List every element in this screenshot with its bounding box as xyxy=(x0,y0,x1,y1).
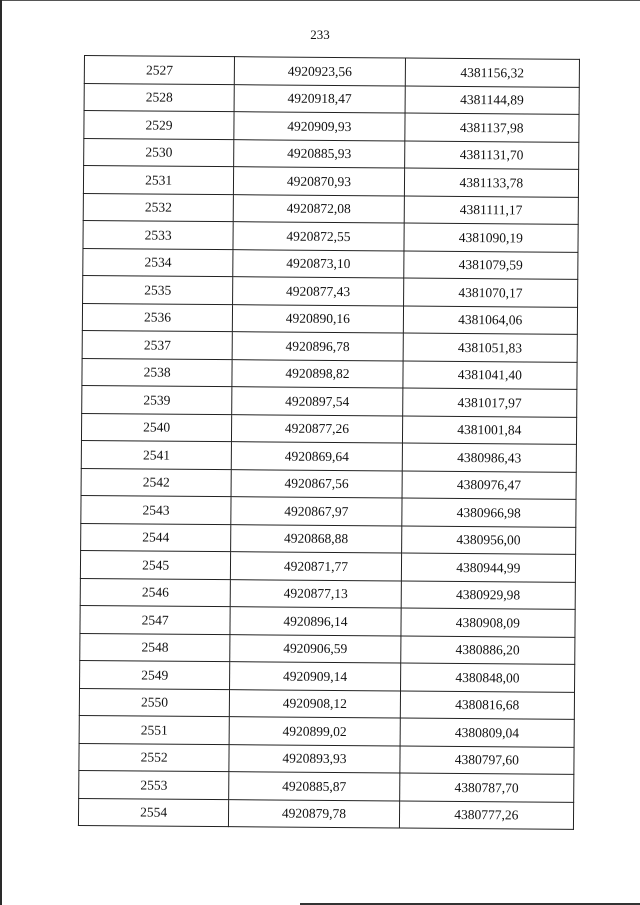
point-number-cell: 2554 xyxy=(78,798,228,827)
x-coordinate-cell: 4920896,78 xyxy=(232,332,403,361)
table-row xyxy=(84,83,579,114)
x-coordinate-cell: 4920867,56 xyxy=(231,469,402,498)
x-coordinate-cell: 4920872,08 xyxy=(233,194,404,223)
y-coordinate-cell: 4381051,83 xyxy=(403,333,578,362)
table-row xyxy=(81,413,576,444)
point-number-cell: 2545 xyxy=(80,550,230,579)
y-coordinate-cell: 4380848,00 xyxy=(400,663,575,692)
y-coordinate-cell: 4380986,43 xyxy=(402,443,577,472)
table-row xyxy=(84,56,579,87)
x-coordinate-cell: 4920867,97 xyxy=(231,497,402,526)
point-number-cell: 2547 xyxy=(80,605,230,634)
y-coordinate-cell: 4381137,98 xyxy=(404,113,579,142)
x-coordinate-cell: 4920877,43 xyxy=(233,277,404,306)
table-row xyxy=(82,330,577,361)
point-number-cell: 2539 xyxy=(82,385,232,414)
table-row xyxy=(83,166,578,197)
x-coordinate-cell: 4920885,93 xyxy=(234,139,405,168)
table-row xyxy=(80,633,575,664)
y-coordinate-cell: 4381017,97 xyxy=(402,388,577,417)
y-coordinate-cell: 4380816,68 xyxy=(400,691,575,720)
table-row xyxy=(80,550,575,581)
x-coordinate-cell: 4920908,12 xyxy=(230,689,401,718)
table-row xyxy=(82,303,577,334)
y-coordinate-cell: 4381064,06 xyxy=(403,306,578,335)
x-coordinate-cell: 4920923,56 xyxy=(235,57,406,86)
point-number-cell: 2538 xyxy=(82,358,232,387)
point-number-cell: 2546 xyxy=(80,578,230,607)
point-number-cell: 2535 xyxy=(83,275,233,304)
table-row xyxy=(79,715,574,746)
y-coordinate-cell: 4381070,17 xyxy=(403,278,578,307)
table-row xyxy=(82,385,577,416)
x-coordinate-cell: 4920885,87 xyxy=(229,772,400,801)
coordinates-table xyxy=(78,55,580,830)
point-number-cell: 2536 xyxy=(82,303,232,332)
table-row xyxy=(82,358,577,389)
x-coordinate-cell: 4920897,54 xyxy=(232,387,403,416)
x-coordinate-cell: 4920918,47 xyxy=(234,84,405,113)
x-coordinate-cell: 4920872,55 xyxy=(233,222,404,251)
point-number-cell: 2531 xyxy=(83,166,233,195)
scan-edge-top xyxy=(0,0,640,1)
y-coordinate-cell: 4380787,70 xyxy=(399,773,574,802)
point-number-cell: 2537 xyxy=(82,330,232,359)
page-number: 233 xyxy=(310,27,330,42)
x-coordinate-cell: 4920873,10 xyxy=(233,249,404,278)
x-coordinate-cell: 4920896,14 xyxy=(230,607,401,636)
point-number-cell: 2543 xyxy=(81,495,231,524)
table-row xyxy=(79,743,574,774)
x-coordinate-cell: 4920890,16 xyxy=(233,304,404,333)
y-coordinate-cell: 4381041,40 xyxy=(403,361,578,390)
x-coordinate-cell: 4920898,82 xyxy=(232,359,403,388)
table-row xyxy=(84,111,579,142)
y-coordinate-cell: 4381144,89 xyxy=(405,86,580,115)
x-coordinate-cell: 4920909,93 xyxy=(234,112,405,141)
x-coordinate-cell: 4920877,26 xyxy=(232,414,403,443)
x-coordinate-cell: 4920909,14 xyxy=(230,662,401,691)
table-row xyxy=(81,468,576,499)
point-number-cell: 2534 xyxy=(83,248,233,277)
y-coordinate-cell: 4380797,60 xyxy=(399,746,574,775)
y-coordinate-cell: 4381090,19 xyxy=(404,223,579,252)
y-coordinate-cell: 4380929,98 xyxy=(401,581,576,610)
point-number-cell: 2527 xyxy=(84,56,234,85)
x-coordinate-cell: 4920871,77 xyxy=(231,552,402,581)
point-number-cell: 2530 xyxy=(84,138,234,167)
point-number-cell: 2542 xyxy=(81,468,231,497)
point-number-cell: 2541 xyxy=(81,440,231,469)
x-coordinate-cell: 4920879,78 xyxy=(229,799,400,828)
table-row xyxy=(79,688,574,719)
table-row xyxy=(81,440,576,471)
table-row xyxy=(80,578,575,609)
point-number-cell: 2548 xyxy=(80,633,230,662)
y-coordinate-cell: 4380956,00 xyxy=(401,526,576,555)
point-number-cell: 2551 xyxy=(79,715,229,744)
y-coordinate-cell: 4381001,84 xyxy=(402,416,577,445)
coordinates-table-body xyxy=(78,56,579,830)
table-row xyxy=(83,193,578,224)
point-number-cell: 2532 xyxy=(83,193,233,222)
y-coordinate-cell: 4380966,98 xyxy=(401,498,576,527)
table-row xyxy=(81,523,576,554)
table-row xyxy=(78,798,573,829)
y-coordinate-cell: 4380886,20 xyxy=(400,636,575,665)
y-coordinate-cell: 4381111,17 xyxy=(404,196,579,225)
table-row xyxy=(83,248,578,279)
table-row xyxy=(83,275,578,306)
y-coordinate-cell: 4380944,99 xyxy=(401,553,576,582)
table-row xyxy=(80,660,575,691)
table-row xyxy=(83,220,578,251)
point-number-cell: 2528 xyxy=(84,83,234,112)
y-coordinate-cell: 4380976,47 xyxy=(402,471,577,500)
y-coordinate-cell: 4381133,78 xyxy=(404,168,579,197)
x-coordinate-cell: 4920893,93 xyxy=(229,744,400,773)
table-row xyxy=(84,138,579,169)
point-number-cell: 2540 xyxy=(81,413,231,442)
x-coordinate-cell: 4920868,88 xyxy=(231,524,402,553)
x-coordinate-cell: 4920869,64 xyxy=(232,442,403,471)
table-row xyxy=(81,495,576,526)
x-coordinate-cell: 4920906,59 xyxy=(230,634,401,663)
y-coordinate-cell: 4380777,26 xyxy=(399,800,574,829)
y-coordinate-cell: 4380908,09 xyxy=(401,608,576,637)
y-coordinate-cell: 4381156,32 xyxy=(405,58,580,87)
point-number-cell: 2550 xyxy=(79,688,229,717)
point-number-cell: 2529 xyxy=(84,111,234,140)
y-coordinate-cell: 4381079,59 xyxy=(403,251,578,280)
scan-edge-left xyxy=(0,0,2,905)
point-number-cell: 2544 xyxy=(81,523,231,552)
x-coordinate-cell: 4920870,93 xyxy=(234,167,405,196)
point-number-cell: 2552 xyxy=(79,743,229,772)
point-number-cell: 2549 xyxy=(80,660,230,689)
x-coordinate-cell: 4920877,13 xyxy=(230,579,401,608)
point-number-cell: 2553 xyxy=(79,770,229,799)
y-coordinate-cell: 4381131,70 xyxy=(404,141,579,170)
y-coordinate-cell: 4380809,04 xyxy=(400,718,575,747)
table-row xyxy=(79,770,574,801)
table-row xyxy=(80,605,575,636)
point-number-cell: 2533 xyxy=(83,220,233,249)
x-coordinate-cell: 4920899,02 xyxy=(229,717,400,746)
